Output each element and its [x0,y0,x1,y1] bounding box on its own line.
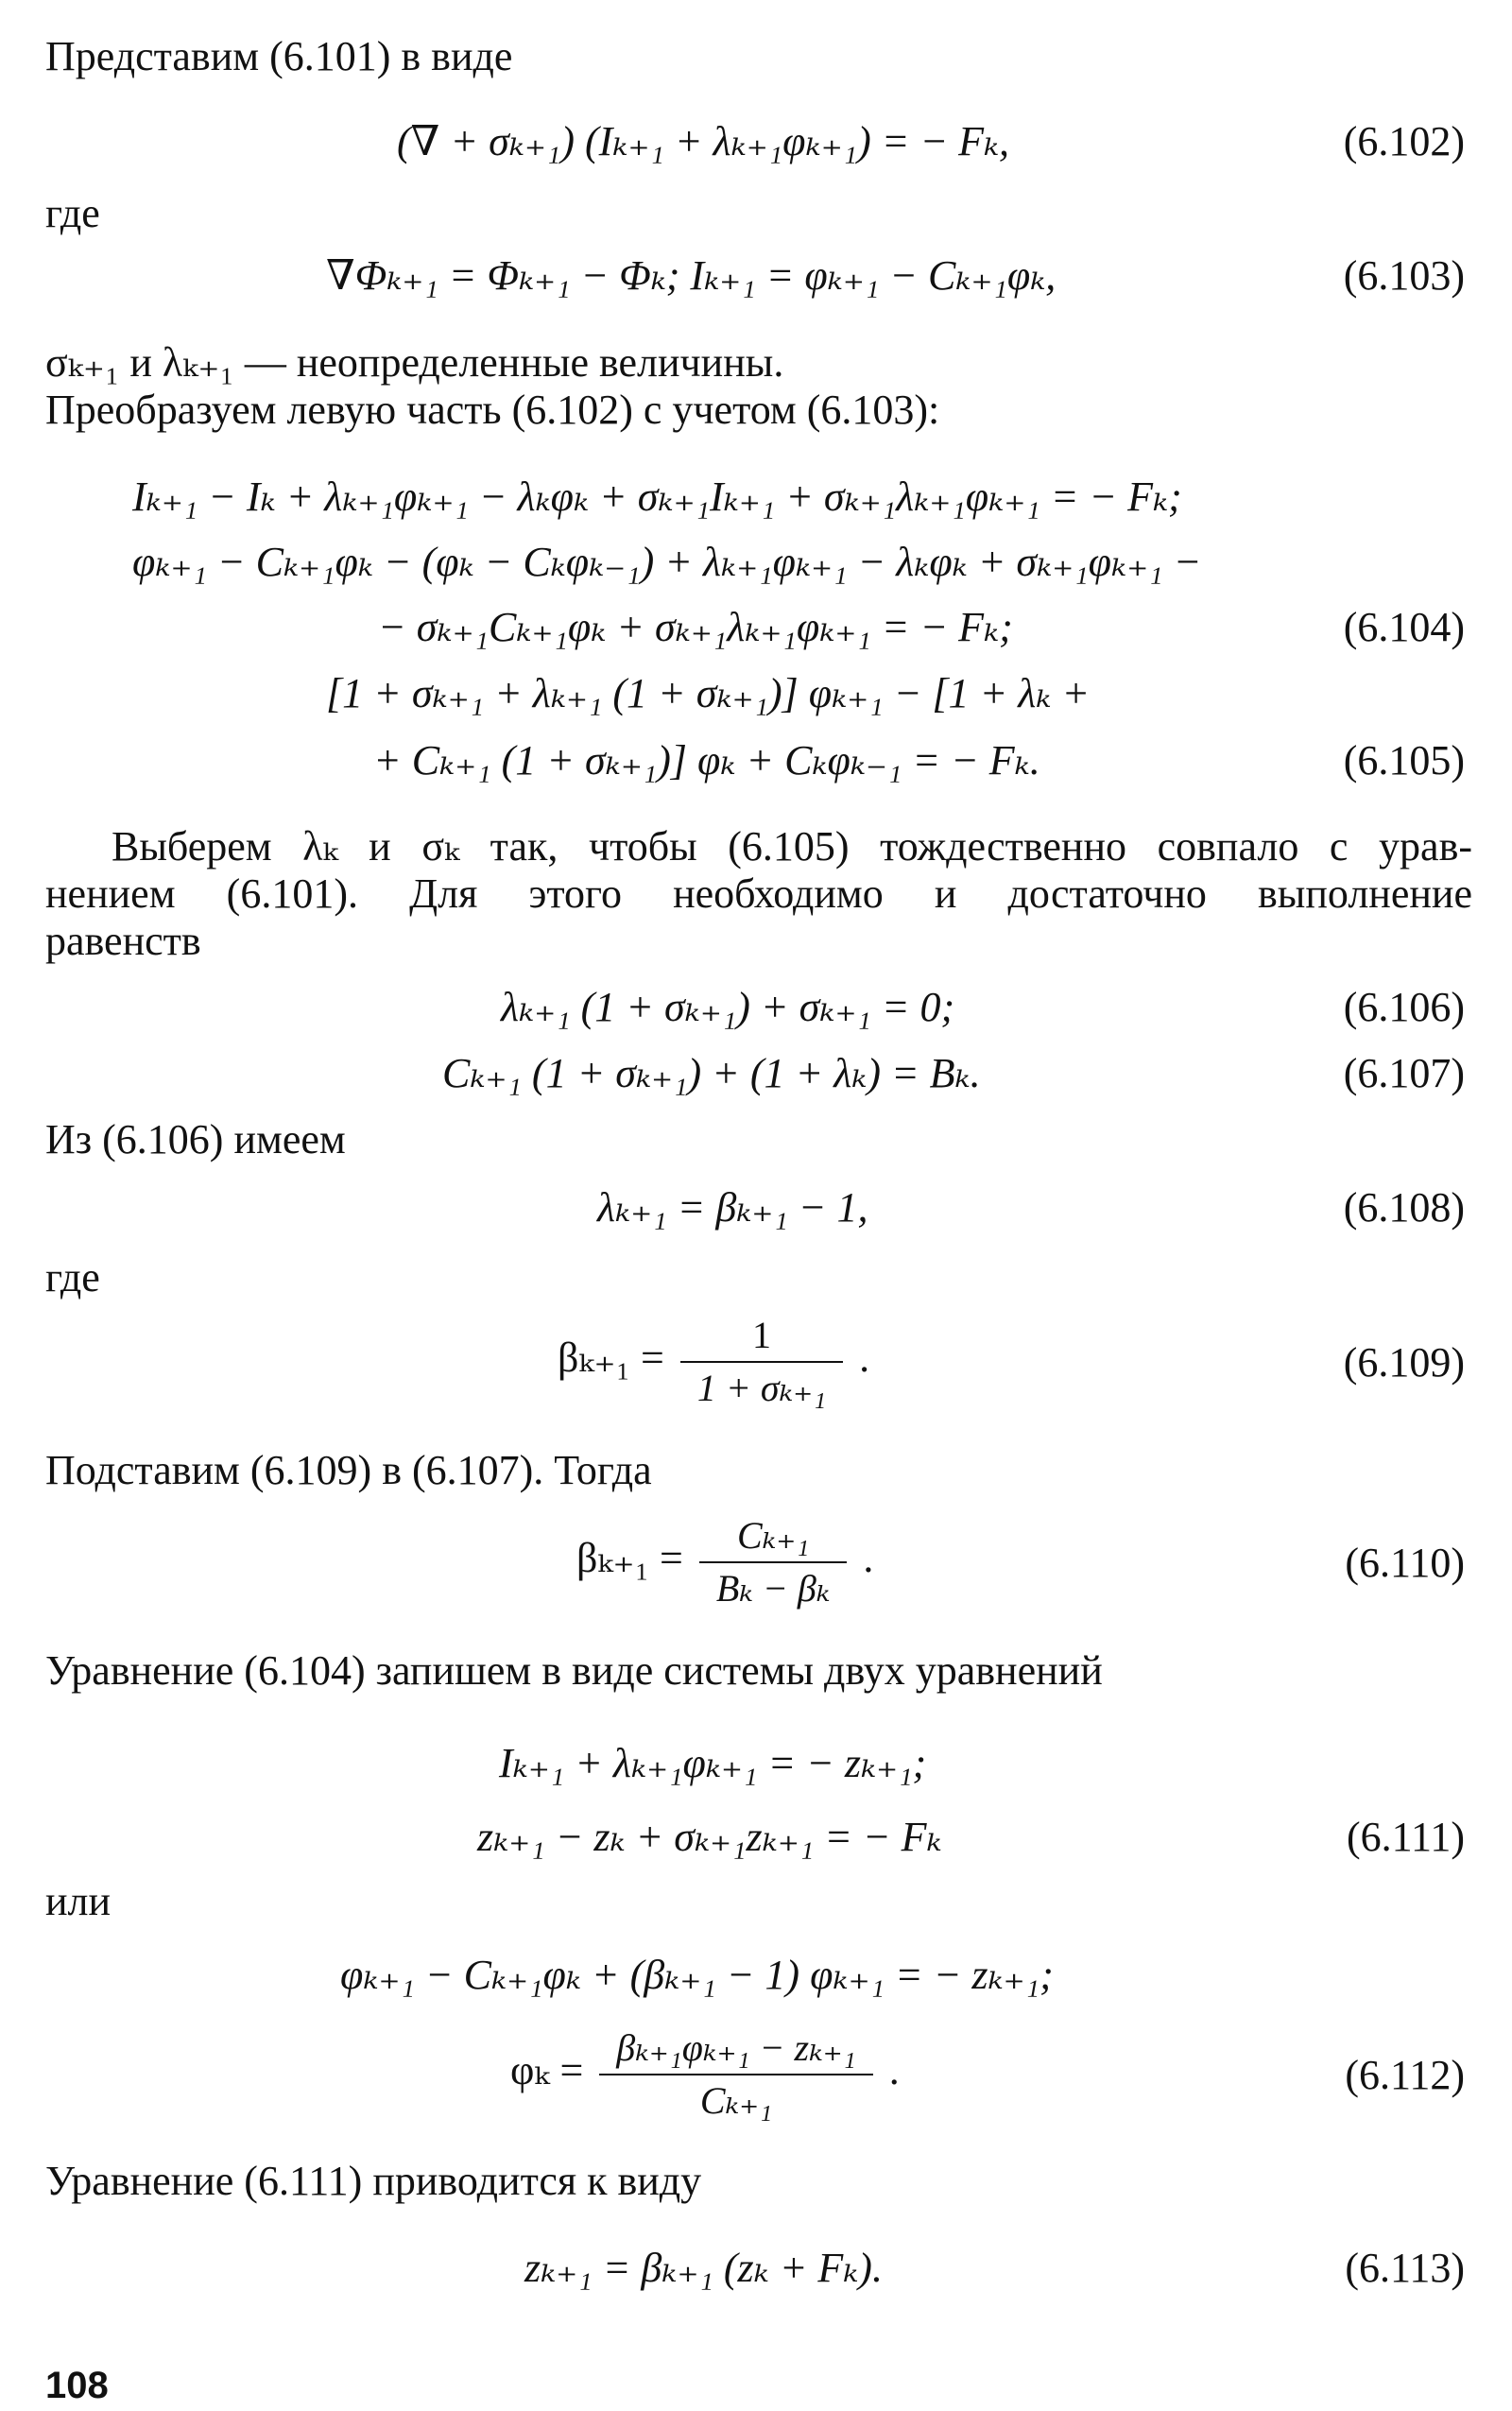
text-line: равенств [45,918,201,964]
formula: Cₖ₊₁ (1 + σₖ₊₁) + (1 + λₖ) = Bₖ. [442,1050,981,1096]
equation-number: (6.107) [1343,1050,1465,1096]
fraction [699,1510,848,1614]
formula: (∇ + σₖ₊₁) (Iₖ₊₁ + λₖ₊₁φₖ₊₁) = − Fₖ, [397,118,1010,164]
equation-number: (6.112) [1345,2052,1465,2098]
text-line: Уравнение (6.104) запишем в виде системы двух уравнений [45,1647,1103,1694]
equation-number: (6.102) [1343,118,1465,164]
text-line: Представим (6.101) в виде [45,33,513,79]
text-line: где [45,190,100,236]
formula: − σₖ₊₁Cₖ₊₁φₖ + σₖ₊₁λₖ₊₁φₖ₊₁ = − Fₖ; [378,604,1013,650]
text-line: Подставим (6.109) в (6.107). Тогда [45,1447,652,1493]
text-line: где [45,1254,100,1300]
formula-tail: . [863,1535,874,1582]
numerator: βₖ₊₁φₖ₊₁ − zₖ₊₁ [599,2023,872,2075]
equation-6-104-line1 [0,469,1512,525]
equation-number: (6.103) [1343,252,1465,299]
formula-lhs: φₖ = [510,2047,584,2094]
text-line: Преобразуем левую часть (6.102) с учетом (6.103): [45,387,940,433]
formula-lhs: βₖ₊₁ = [576,1535,683,1582]
text-line: нением (6.101). Для этого необходимо и достаточно выполнение [45,870,1472,917]
equation-6-108 [0,1180,1512,1236]
page-number: 108 [45,2365,109,2406]
formula: λₖ₊₁ = βₖ₊₁ − 1, [597,1184,868,1231]
equation-6-111-line2 [0,1809,1512,1866]
equation-6-104-line2 [0,534,1512,591]
formula: zₖ₊₁ − zₖ + σₖ₊₁zₖ₊₁ = − Fₖ [477,1814,942,1860]
equation-6-105-line1 [0,665,1512,722]
equation-number: (6.110) [1345,1540,1465,1586]
fraction [680,1310,843,1414]
text-line: Выберем λₖ и σₖ так, чтобы (6.105) тождественно совпало с урав- [112,823,1472,870]
text-line: Из (6.106) имеем [45,1116,346,1162]
equation-6-112-line1 [0,1947,1512,2004]
formula: φₖ₊₁ − Cₖ₊₁φₖ − (φₖ − Cₖφₖ₋₁) + λₖ₊₁φₖ₊₁ − λₖφₖ + σₖ₊₁φₖ₊₁ − [132,539,1202,585]
equation-6-103 [0,248,1512,304]
equation-number: (6.108) [1343,1184,1465,1231]
text-line: Уравнение (6.111) приводится к виду [45,2158,702,2204]
formula: φₖ₊₁ − Cₖ₊₁φₖ + (βₖ₊₁ − 1) φₖ₊₁ = − zₖ₊₁; [340,1952,1054,1998]
formula: Iₖ₊₁ − Iₖ + λₖ₊₁φₖ₊₁ − λₖφₖ + σₖ₊₁Iₖ₊₁ + σₖ₊₁λₖ₊₁φₖ₊₁ = − Fₖ; [132,474,1182,520]
equation-6-106 [0,979,1512,1036]
equation-6-104-line3 [0,599,1512,656]
text-line: σₖ₊₁ и λₖ₊₁ — неопределенные величины. [45,339,784,386]
equation-number: (6.113) [1345,2245,1465,2291]
numerator: Cₖ₊₁ [699,1510,848,1563]
formula-tail: . [888,2047,900,2094]
formula: Iₖ₊₁ + λₖ₊₁φₖ₊₁ = − zₖ₊₁; [499,1740,927,1786]
formula: + Cₖ₊₁ (1 + σₖ₊₁)] φₖ + Cₖφₖ₋₁ = − Fₖ. [373,737,1040,784]
equation-6-102 [0,113,1512,170]
formula-tail: . [859,1335,870,1382]
fraction [599,2023,872,2127]
formula: [1 + σₖ₊₁ + λₖ₊₁ (1 + σₖ₊₁)] φₖ₊₁ − [1 + λₖ + [326,670,1091,716]
denominator: Bₖ − βₖ [715,1567,831,1610]
numerator: 1 [680,1310,843,1363]
equation-number: (6.111) [1346,1814,1465,1860]
equation-number: (6.106) [1343,984,1465,1030]
formula: zₖ₊₁ = βₖ₊₁ (zₖ + Fₖ). [524,2245,883,2291]
formula: ∇Φₖ₊₁ = Φₖ₊₁ − Φₖ; Iₖ₊₁ = φₖ₊₁ − Cₖ₊₁φₖ, [326,252,1057,299]
formula-lhs: βₖ₊₁ = [558,1335,664,1382]
equation-6-105-line2 [0,732,1512,789]
equation-6-107 [0,1045,1512,1102]
equation-6-111-line1 [0,1735,1512,1792]
denominator: 1 + σₖ₊₁ [696,1367,827,1409]
equation-6-113 [0,2240,1512,2297]
denominator: Cₖ₊₁ [699,2079,773,2122]
equation-number: (6.109) [1343,1339,1465,1386]
equation-number: (6.104) [1343,604,1465,650]
equation-number: (6.105) [1343,737,1465,784]
formula: λₖ₊₁ (1 + σₖ₊₁) + σₖ₊₁ = 0; [501,984,955,1030]
text-line: или [45,1878,112,1924]
